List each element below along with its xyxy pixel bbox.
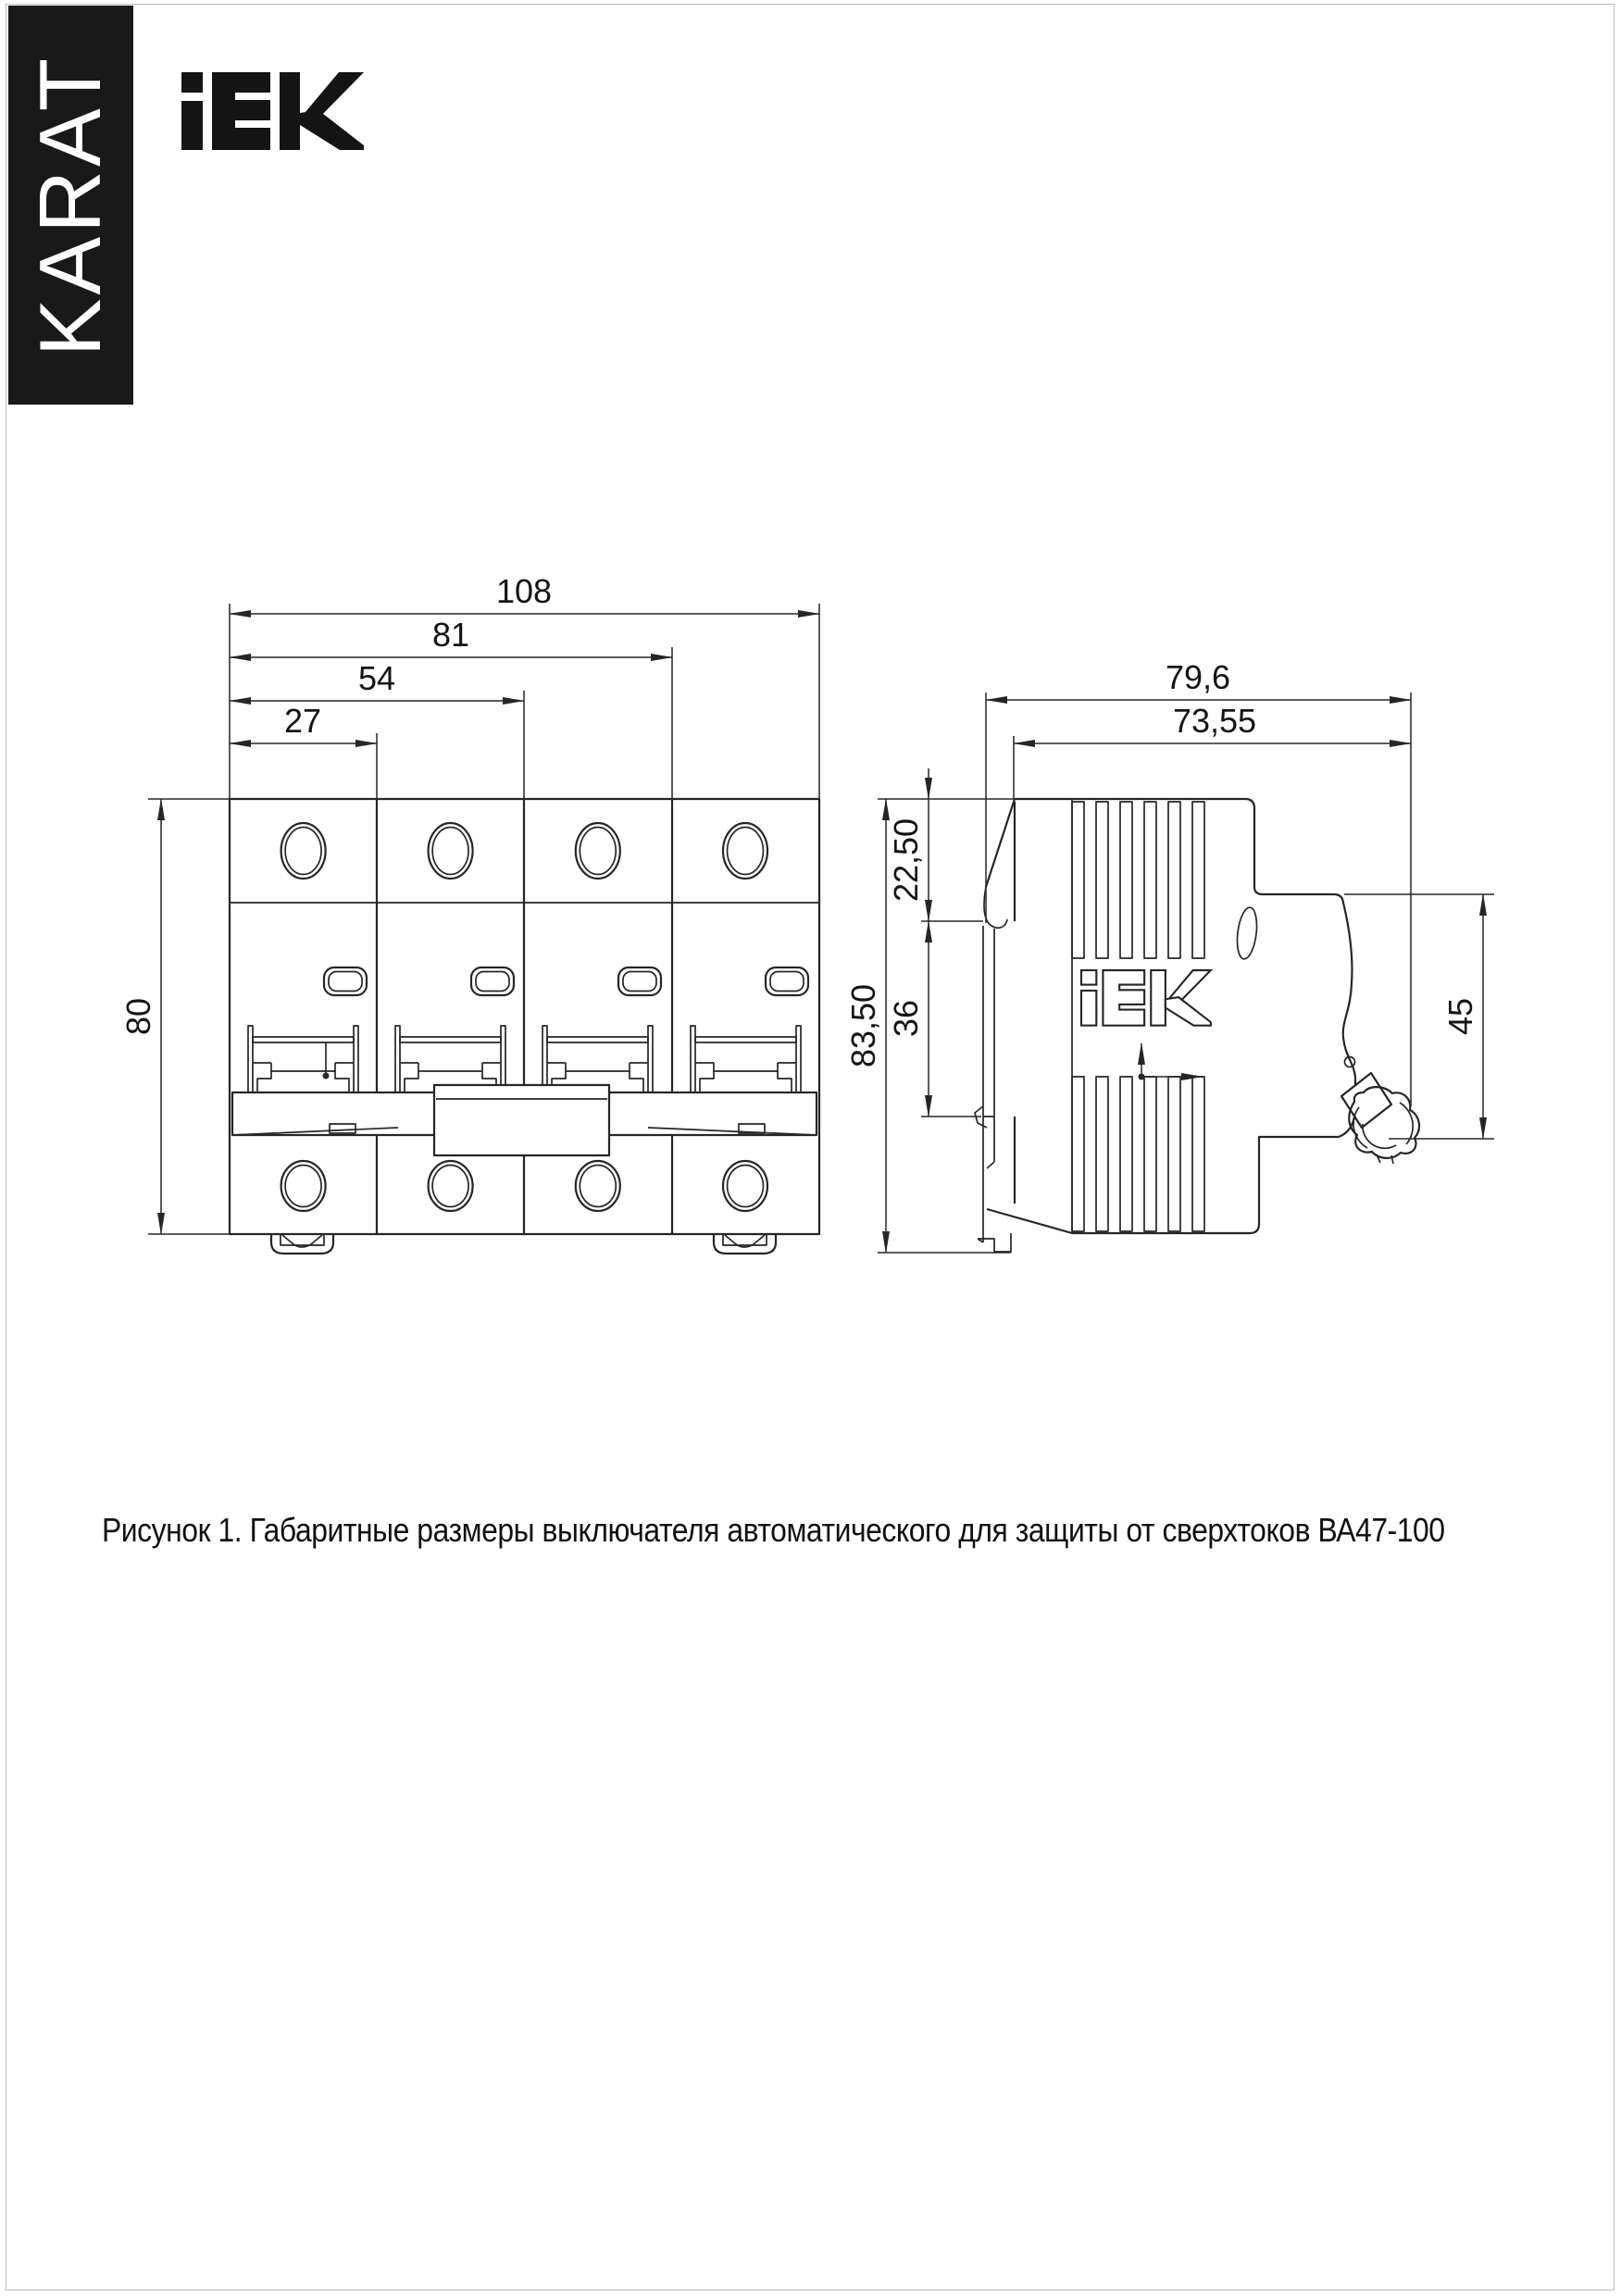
side-body-outline bbox=[987, 799, 1355, 1233]
dim-label-108: 108 bbox=[495, 572, 553, 610]
side-view-dimensions bbox=[844, 658, 1494, 1253]
dim-label-83-50: 83,50 bbox=[844, 983, 882, 1068]
iek-logo-glyphs bbox=[181, 72, 364, 150]
front-indicator-dot bbox=[323, 1073, 330, 1079]
figure-caption: Рисунок 1. Габаритные размеры выключателя автоматического для защиты от сверхтоков ВА47-100 bbox=[102, 1511, 1445, 1549]
dim-label-54: 54 bbox=[357, 659, 396, 697]
karat-banner bbox=[8, 6, 133, 405]
iek-logo bbox=[181, 71, 367, 155]
dim-label-22-50: 22,50 bbox=[887, 817, 925, 903]
dimensional-drawing bbox=[0, 555, 1621, 1352]
side-back-edge bbox=[986, 799, 1015, 1204]
front-window-slots bbox=[324, 967, 808, 995]
side-toggle-lever bbox=[1341, 1073, 1419, 1164]
front-view bbox=[230, 799, 819, 1254]
side-vent-slats-upper bbox=[1072, 802, 1204, 958]
side-vent-slats-lower bbox=[1072, 1077, 1204, 1231]
side-molded-arrows bbox=[1139, 1043, 1203, 1080]
dim-label-79-6: 79,6 bbox=[1165, 658, 1231, 696]
dim-label-27: 27 bbox=[283, 702, 322, 740]
side-iek-logo bbox=[1081, 970, 1211, 1026]
front-din-clips bbox=[271, 1234, 776, 1254]
dim-label-81: 81 bbox=[431, 616, 470, 654]
front-module-dividers bbox=[377, 799, 672, 1234]
front-handle-plate bbox=[434, 1085, 609, 1155]
dim-label-73-55: 73,55 bbox=[1172, 702, 1257, 740]
side-oval-hole bbox=[1235, 906, 1260, 960]
dim-label-45: 45 bbox=[1441, 997, 1479, 1036]
side-view bbox=[975, 799, 1419, 1252]
dim-label-36: 36 bbox=[887, 999, 925, 1038]
dim-label-80: 80 bbox=[119, 997, 157, 1036]
side-din-plate bbox=[975, 887, 1011, 1252]
karat-banner-label: KARAT bbox=[21, 54, 119, 356]
